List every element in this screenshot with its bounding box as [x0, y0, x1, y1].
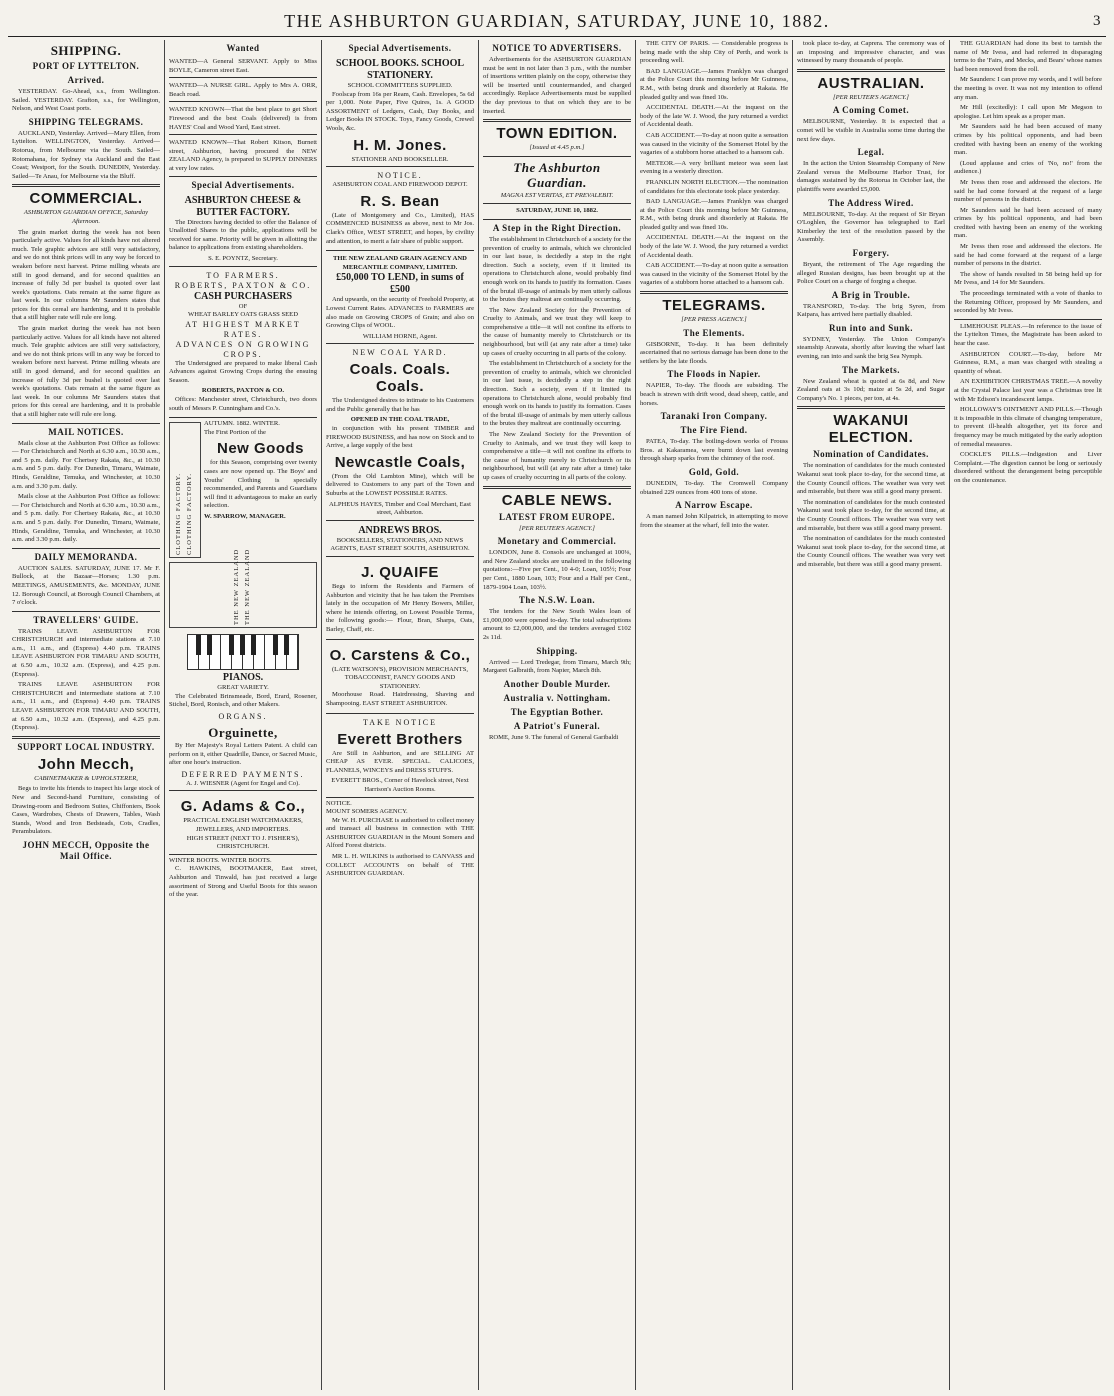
sparrow-name: W. SPARROW, MANAGER. — [204, 513, 286, 520]
comet-text: MELBOURNE, Yesterday. It is expected that a comet will be visible in Australia some time during the next few days. — [797, 118, 945, 143]
pianos-text: The Celebrated Brinsmeade, Bord, Erard, Rosener, Stichel, Bord, Ronisch, and other Makers. — [169, 692, 317, 709]
commercial-sub: ASHBURTON GUARDIAN OFFICE, Saturday Afternoon. — [23, 209, 149, 225]
andrews-title: ANDREWS BROS. — [358, 524, 442, 536]
funeral-heading: A Patriot's Funeral. — [513, 720, 601, 731]
accident-text-2: ACCIDENTAL DEATH.—At the inquest on the body of the late W. J. Wood, the jury returned a verdict of Accidental death. — [640, 234, 788, 259]
everett-ad — [326, 716, 474, 798]
funeral-text: ROME, June 9. The funeral of General Garibaldi — [489, 733, 619, 741]
pianos-ad — [169, 630, 317, 791]
forgery-heading: Forgery. — [852, 247, 890, 258]
cheese-title: ASHBURTON CHEESE & BUTTER FACTORY. — [184, 194, 302, 218]
coals-title: Coals. Coals. Coals. — [349, 361, 451, 396]
masthead — [8, 6, 1106, 37]
fire-heading: The Fire Fiend. — [680, 425, 748, 436]
quaife-ad — [326, 559, 474, 640]
mail-text: Mails close at the Ashburton Post Office as follows:— For Christchurch and North at 6.30 a.m., 10.30 a.m., and 5 p.m. daily. For Chertsey Rakaia, &c., at 10.30 a.m. and 5 p.m. daily. For Dunedin, Timaru, Waimate, Hinds, Geraldine, Temuka, and Winchester, at 10.30 a.m. and 3.30 p.m. daily. — [12, 439, 160, 490]
newspaper-page — [8, 6, 1106, 1390]
speech-text-3: Mr Saunders said he had been accused of many crimes by his political opponents, and had been credited with having been an enemy of the working man. — [954, 123, 1102, 157]
wiesener-name: A. J. WIESNER (Agent for Engel and Co). — [186, 779, 300, 787]
lend-text: And upwards, on the security of Freehold Property, at Lowest Current Rates. ADVANCES to FARMERS are also made on Growing CROPS of Grain; and also on Growing Clips of WOOL. — [326, 296, 474, 330]
wanted-ad-3 — [169, 104, 317, 135]
mount-title: MOUNT SOMERS AGENCY. — [326, 808, 408, 816]
of-label: OF — [238, 302, 248, 310]
crops-list: WHEAT BARLEY OATS GRASS SEED — [188, 311, 298, 319]
commercial-text: The grain market during the week has not been particularly active. Values for all kinds have not altered much. Tele graphic advices are still very satisfactory, and we do not think prices will in any way be forced to weaken before next harvest. Prime milling wheats are still in good demand, and for second qualities an increase of fully 3d per bushel is quoted over last week's quotations. Oats remain at the same figure as last week. In our columns Mr Saunders states that prices for this cereal are hardening, and it is probable that a still higher rate will rule ere long. — [12, 228, 160, 322]
speech-text-2: Mr Hill (excitedly): I call upon Mr Megson to apologise. Let him speak as a proper man. — [954, 104, 1102, 120]
wanted-ad-1 — [169, 56, 317, 78]
escape-text: A man named John Kilpatrick, in attempting to move from the steamer at the wharf, fell into the water. — [640, 513, 788, 529]
proceedings-text: The proceedings terminated with a vote of thanks to the Returning Officer, proposed by Mr Saunders, and seconded by Mr Ivess. — [954, 290, 1102, 315]
notice-heading: NOTICE TO ADVERTISERS. — [492, 43, 622, 53]
wilkins-text: MR L. H. WILKINS is authorised to CANVASS and COLLECT ACCOUNTS on behalf of THE ASHBURTON GUARDIAN. — [326, 853, 474, 878]
telegrams-heading: SHIPPING TELEGRAMS. — [28, 116, 144, 127]
speech-text: Mr Saunders: I can prove my words, and I will before the meeting is over. It was not my intention to offend any man. — [954, 76, 1102, 101]
mail-text-2: Mails close at the Ashburton Post Office as follows:— For Christchurch and North at 6.30 a.m., 10.30 a.m., and 5 p.m. daily. For Chertsey Rakaia, &c., at 10.30 a.m. and 5 p.m. daily. For Dunedin, Timaru, Waimate, Hinds, Geraldine, Temuka, and Winchester, at 10.30 a.m. and 3.30 p.m. daily. — [12, 493, 160, 544]
notice-title: NOTICE. — [377, 171, 423, 181]
step-text-2: The New Zealand Society for the Prevention of Cruelty to Animals, and we trust they will keep to comprehensive a title—it will not confine its efforts to the cause of humanity merely to Christchurch or its neighbourhood, but will (at any rate after a time) take up cases of cruelty occurring in all parts of the colony. — [483, 306, 631, 357]
brig-heading: A Brig in Trouble. — [831, 289, 911, 300]
loan-heading: The N.S.W. Loan. — [518, 595, 596, 606]
jones-name: H. M. Jones. — [353, 136, 447, 154]
column-6 — [793, 40, 950, 1390]
accident-text: ACCIDENTAL DEATH.—At the inquest on the body of the late W. J. Wood, the jury returned a verdict of Accidental death. — [640, 104, 788, 129]
special-heading: Special Advertisements. — [191, 179, 295, 190]
school-title: SCHOOL BOOKS. SCHOOL STATIONERY. — [335, 58, 465, 81]
coals-ad — [326, 346, 474, 521]
memo-heading: DAILY MEMORANDA. — [34, 551, 138, 562]
shipping-text: Arrived — Lord Tredegar, from Timaru, March 9th; Margaret Galbraith, from Napier, March 8th. — [483, 658, 631, 675]
cheese-signature: S. E. POYNTZ, Secretary. — [208, 254, 278, 262]
adams-title: G. Adams & Co., — [180, 798, 306, 816]
intro-text: took place to-day, at Caprera. The ceremony was of an imposing and impressive character, and was witnessed by many thousands of people. — [797, 40, 945, 65]
floods-heading: The Floods in Napier. — [667, 369, 761, 380]
coals-text: The Undersigned desires to intimate to his Customers and the Public generally that he has — [326, 397, 474, 413]
lamb-text: LIMEHOUSE PLEAS.—In reference to the issue of the Lyttelton Times, the Magistrate has been asked to hear the case. — [954, 322, 1102, 347]
divider — [12, 736, 160, 739]
divider — [12, 548, 160, 549]
newgoods-title: New Goods — [216, 440, 304, 458]
speech-text-4: Mr Saunders said he had been accused of many crimes by his political opponents, and had been credited with having been an enemy of the working man. — [954, 206, 1102, 240]
gold-heading: Gold, Gold. — [688, 466, 740, 477]
market-title: AT HIGHEST MARKET RATES. — [185, 319, 301, 339]
adams-text: HIGH STREET (NEXT TO J. FISHER'S), CHRISTCHURCH. — [186, 834, 300, 851]
opened-text: in conjunction with his present TIMBER and FIREWOOD BUSINESS, and has now on Stock and to Arrive, a large supply of the best — [326, 425, 474, 450]
cable-sub: LATEST FROM EUROPE. — [499, 511, 615, 522]
clothing-strip — [169, 422, 201, 558]
news-text-2: BAD LANGUAGE.—James Franklyn was charged at the Police Court this morning before Mr Guinness, R.M., with being drunk and disorderly at Rakaia. He pleaded guilty and was fined 10s. — [640, 198, 788, 231]
fire-text: PATEA, To-day. The boiling-down works of Frouss Bros. at Kakaramea, were burnt down last evening through sharp sparks from the chimney of the roof. — [640, 438, 788, 463]
school-ad — [326, 56, 474, 167]
telegrams-heading: TELEGRAMS. — [662, 297, 766, 315]
clothing-label: CLOTHING FACTORY. — [186, 473, 193, 556]
markets-text: New Zealand wheat is quoted at 6s 8d, and New Zealand oats at 3s 10d; maize at 5s 2d, and Sugar Company's No. 1 pieces, per ton, at 4s. — [797, 377, 945, 402]
escape-heading: A Narrow Escape. — [675, 500, 753, 511]
clothing-ad — [169, 420, 317, 560]
step-text-4: The New Zealand Society for the Prevention of Cruelty to Animals, and we trust they will keep to comprehensive a title—it will not confine its efforts to the cause of humanity merely to Christchurch or its neighbourhood, but will (at any rate after a time) take up cases of cruelty occurring in all parts of the colony. — [483, 431, 631, 481]
first-portion: The First Portion of the — [204, 428, 266, 436]
column-7 — [950, 40, 1106, 1390]
floods-text: NAPIER, To-day. The floods are subsiding. The beach is strewn with drift wood, dead sheep, cattle, and horses. — [640, 382, 788, 407]
lend-title: £50,000 TO LEND, in sums of £500 — [336, 272, 464, 296]
money-heading: Monetary and Commercial. — [497, 536, 617, 547]
everett-name: Everett Brothers — [337, 730, 463, 748]
divider — [954, 319, 1102, 320]
travel-text: TRAINS LEAVE ASHBURTON FOR CHRISTCHURCH and intermediate stations at 7.10 a.m., 11 a.m., and (Express) 4.40 p.m. TRAINS LEAVE ASHBURTON FOR TIMARU AND SOUTH, at 6.50 a.m., 10.32 a.m. (Express), and 4.25 p.m. (Express). — [12, 627, 160, 678]
murder-heading: Another Double Murder. — [503, 678, 611, 689]
mail-heading: MAIL NOTICES. — [48, 426, 124, 437]
mecch-text: Begs to invite his friends to inspect his large stock of New and Second-hand Furniture, consisting of Drawing-room and Bedroom Suites, Chiffoniers, Book Cases, Wardrobes, Chests of Drawers, Tables, Wash Stands, Wood and Iron Bedsteads, Cots, Cradles, Perambulators. — [12, 785, 160, 836]
opened-title: OPENED IN THE COAL TRADE, — [350, 416, 450, 424]
arrived-heading: Arrived. — [67, 75, 105, 85]
bean-ad — [326, 169, 474, 251]
adams-sub: PRACTICAL ENGLISH WATCHMAKERS, JEWELLERS, AND IMPORTERS. — [183, 817, 303, 833]
divider — [483, 219, 631, 220]
divider — [483, 156, 631, 157]
mecch-footer: JOHN MECCH, Opposite the Mail Office. — [22, 839, 150, 861]
orguinette-title: Orguinette, — [208, 725, 278, 741]
organs-title: ORGANS. — [218, 712, 268, 722]
theft-text: ASHBURTON COURT.—To-day, before Mr Guinness, R.M., a man was charged with stealing a quantity of wheat. — [954, 350, 1102, 375]
advances-title: ADVANCES ON GROWING CROPS. — [175, 339, 311, 359]
deferred-title: DEFERRED PAYMENTS. — [181, 769, 305, 779]
step-text-3: The establishment in Christchurch of a society for the prevention of cruelty to animals, which we chronicled in our last issue, is decidedly a step in the right direction. Such a society, even if it limited its operations to Christchurch alone, would probably find enough work on its hands to justify its formation. Cases of the brutal ill-usage of animals by men utterly callous to the brutes they maltreat are continually occurring. — [483, 360, 631, 428]
ivess-text: Mr Ivess then rose and addressed the electors. He said he had come forward at the request of a large number of persons in the district. — [954, 178, 1102, 204]
horne-name: WILLIAM HORNE, Agent. — [362, 332, 438, 340]
lend-ad — [326, 253, 474, 344]
cheese-text: The Directors having decided to offer the Balance of Unallotted Shares to the public, applications will be received for same. Priority will be given in allotting the balance to applications from existing shareholders. — [169, 218, 317, 252]
memo-text: AUCTION SALES. SATURDAY, JUNE 17. Mr F. Bullock, at the Bazaar—Horses; 1.30 p.m. MEETINGS, AMUSEMENTS, &c. MONDAY, JUNE 12. Borough Council, at Borough Council Chambers, at 7 o'clock. — [12, 564, 160, 607]
forgery-text: Bryant, the retirement of The Age regarding the alleged Russian designs, has been brought up at the Police Court on a charge of forging a cheque. — [797, 260, 945, 286]
wanted-ad-text: WANTED—A NURSE GIRL. Apply to Mrs A. ORR, Beach road. — [169, 82, 317, 98]
notice-text: Advertisements for the ASHBURTON GUARDIAN must be sent in not later than 3 p.m., with the number of insertions written plainly on the copy, otherwise they will be inserted until countermanded, and charged accordingly. Replace Advertisements must be supplied the day previous to that on which they are to be inserted. — [483, 56, 631, 115]
comet-heading: A Coming Comet. — [832, 105, 910, 116]
bean-text: (Late of Montgomery and Co., Limited), HAS COMMENCED BUSINESS as above, next to Mr Jos. Clark's Office, WEST STREET, and hopes, by civility and attention, to merit a fair share of public support. — [326, 211, 474, 245]
show-text: The show of hands resulted in 58 being held up for Mr Ivess, and 14 for Mr Saunders. — [954, 270, 1102, 287]
xmas-text: AN EXHIBITION CHRISTMAS TREE.—A novelty at the Crystal Palace last year was a Christmas tree lit with Mr Edison's incandescent lamps. — [954, 378, 1102, 403]
boots-text: C. HAWKINS, BOOTMAKER, East street, Ashburton and Tinwald, has just received a large assortment of Strong and Useful Boots for this season of the year. — [169, 865, 317, 899]
page-number: 3 — [1093, 13, 1102, 29]
paper-title: The Ashburton Guardian. — [513, 159, 601, 190]
school-sub: SCHOOL COMMITTEES SUPPLIED. — [347, 82, 453, 89]
clothing-label: CLOTHING FACTORY. — [175, 473, 183, 556]
mecch-name: John Mecch, — [37, 755, 135, 773]
coal-title: ASHBURTON COAL AND FIREWOOD DEPOT. — [332, 181, 468, 189]
nz-strip — [169, 548, 317, 628]
travel-heading: TRAVELLERS' GUIDE. — [33, 614, 139, 625]
roberts-name: ROBERTS, PAXTON & CO. — [174, 280, 312, 290]
quaife-text: Begs to inform the Residents and Farmers of Ashburton and vicinity that he has taken the Premises lately in the occupation of Mr Henry Bowers, Miller, where he intends offering, on Lowest Possible Terms, the following goods:— Flour, Bran, Sharps, Oats, Barley, Chaff, etc. — [326, 583, 474, 633]
cable-agency: [PER REUTER'S AGENCY.] — [519, 524, 595, 532]
andrews-ad — [326, 523, 474, 557]
wanted-ad-text: WANTED KNOWN—That the best place to get Short Firewood and the best Coals (delivered) is from HAYES' Coal and Wood Yard, East street. — [169, 106, 317, 131]
taranaki-heading: Taranaki Iron Company. — [660, 411, 768, 422]
shipping-heading: Shipping. — [536, 645, 578, 656]
cricket-heading: Australia v. Nottingham. — [503, 692, 611, 703]
everett-footer: EVERETT BROS., Corner of Havelock street, Next Harrison's Auction Rooms. — [331, 777, 469, 793]
commercial-heading: COMMERCIAL. — [29, 190, 143, 208]
elements-heading: The Elements. — [683, 327, 745, 338]
column-5 — [636, 40, 793, 1390]
address-heading: The Address Wired. — [828, 197, 914, 208]
support-heading: SUPPORT LOCAL INDUSTRY. — [17, 741, 155, 752]
pianos-sub: GREAT VARIETY. — [217, 684, 269, 692]
offices-text: Offices: Manchester street, Christchurch, two doors south of Messrs P. Cunningham and Co.'s. — [169, 396, 317, 412]
news-text: BAD LANGUAGE.—James Franklyn was charged at the Police Court this morning before Mr Guinness, R.M., with being drunk and disorderly at Rakaia. He pleaded guilty and was fined 10s. — [640, 67, 788, 101]
cab-text-2: CAB ACCIDENT.—To-day at noon quite a sensation was caused in the vicinity of the Somerset Hotel by the vagaries of a stubborn horse attached to a hansom cab. — [640, 262, 788, 287]
newgoods-text: for this Season, comprising over twenty cases are now opened up. The Boys' and Youths' Clothing is specially recommended, and Parents and Guardians will find it advantageous to make an early selection. — [204, 459, 317, 510]
school-text: Foolscap from 16s per Ream, Cash. Envelopes, 5s 6d per 1,000. Note Paper, Five Quires, 1s. A GOOD ASSORTMENT of Ledgers, Cash, Day Books, and Ledger Books IN STOCK. Toys, Fancy Goods, Crewel Wools, &c. — [326, 90, 474, 132]
telegrams-sub: [PER PRESS AGENCY.] — [681, 316, 747, 324]
loan-text: The tenders for the New South Wales loan of £1,000,000 were opened to-day. The total subscriptions amount to £2,000,000, and the tenders averaged £102 2s 11d. — [483, 608, 631, 641]
mecch-sub: CABINETMAKER & UPHOLSTERER, — [34, 774, 138, 782]
columns — [8, 40, 1106, 1390]
autumn-title: AUTUMN. 1882. WINTER. — [204, 420, 280, 428]
gold-text: DUNEDIN, To-day. The Cromwell Company obtained 229 ounces from 400 tons of stone. — [640, 479, 788, 496]
paper-motto: MAGNA EST VERITAS, ET PREVALEBIT. — [500, 191, 614, 199]
wanted-ad-2 — [169, 80, 317, 102]
legal-heading: Legal. — [857, 147, 885, 158]
column-1 — [8, 40, 165, 1390]
masthead-title: THE ASHBURTON GUARDIAN, SATURDAY, JUNE 10, 1882. — [284, 11, 830, 31]
divider — [640, 291, 788, 294]
australian-sub: [PER REUTER'S AGENCY.] — [833, 93, 909, 101]
divider — [483, 486, 631, 489]
carstens-ad — [326, 642, 474, 714]
nomination-text-3: The nomination of candidates for the much contested Wakanui seat took place to-day, for the second time, at the County Council offices. The weather was very wet and miserable, but there was still a good many present. — [797, 535, 945, 568]
carstens-text: Moorhouse Road. Hairdressing, Shaving and Shampooing. EAST STREET ASHBURTON. — [326, 691, 474, 707]
roberts-ad — [169, 269, 317, 419]
carstens-name: O. Carstens & Co., — [329, 646, 471, 664]
divider — [12, 184, 160, 187]
carstens-sub: (LATE WATSON'S), PROVISION MERCHANTS, TOBACCONIST, FANCY GOODS AND STATIONERY. — [331, 665, 469, 690]
newcastle-title: Newcastle Coals, — [334, 453, 466, 471]
step-text: The establishment in Christchurch of a society for the prevention of cruelty to animals, which we chronicled in our last issue, is decidedly a step in the right direction. Such a society, even if it limited its operations to Christchurch alone, would probably find enough work on its hands to justify its formation. Cases of the brutal ill-usage of animals by men utterly callous to the brutes they maltreat are continually occurring. — [483, 235, 631, 304]
intro-text: THE CITY OF PARIS. — Considerable progress is being made with the ship City of Perth, and work is proceeding well. — [640, 40, 788, 65]
orguinette-text: By Her Majesty's Royal Letters Patent. A child can perform on it, either Quadrille, Dance, or Sacred Music, after one hour's instruction. — [169, 742, 317, 767]
money-text: LONDON, June 8. Consols are unchanged at 100⅛, and New Zealand stocks are unaltered in the following quotations:—Five per Cent., 10 4-0; Loan, 105½; Four per Cent., 1880 Loan, 103; Four and a Half per Cent., 1879-1904 Loan, 103½. — [483, 549, 631, 591]
wanted-ad-text: WANTED—A General SERVANT. Apply to Miss BOYLE, Cameron street East. — [169, 58, 317, 74]
elements-text: GISBORNE, To-day. It has been definitely ascertained that no serious damage has been done to the settlers by the late floods. — [640, 340, 788, 365]
bean-name: R. S. Bean — [360, 192, 440, 210]
nomination-text: The nomination of candidates for the much contested Wakanui seat took place to-day, for the second time, at the County Council offices. The weather was very wet and miserable, but there was still a good many present. — [797, 462, 945, 496]
run-text: SYDNEY, Yesterday. The Union Company's steamship Arawata, shortly after leaving the wharf last evening, ran into and sank the brig Sea Nymph. — [797, 335, 945, 361]
divider — [797, 69, 945, 72]
step-heading: A Step in the Right Direction. — [492, 222, 622, 233]
travel-text-2: TRAINS LEAVE ASHBURTON FOR CHRISTCHURCH and intermediate stations at 7.10 a.m., 11 a.m., and (Express) 4.40 p.m. TRAINS LEAVE ASHBURTON FOR TIMARU AND SOUTH, at 6.50 a.m., 10.32 a.m. (Express), and 4.25 p.m. (Express). — [12, 681, 160, 732]
egypt-heading: The Egyptian Bother. — [510, 706, 604, 717]
notice2-title: NOTICE. — [326, 799, 352, 807]
nz-label: THE NEW ZEALAND — [233, 548, 241, 626]
newcastle-text: (From the Old Lambton Mine), which will be delivered to Customers to any part of the Town and Suburbs at the LOWEST POSSIBLE RATES. — [326, 472, 474, 498]
nomination-text-2: The nomination of candidates for the much contested Wakanui seat took place to-day, for the second time, at the County Council offices. The weather was very wet and miserable, but there was still a good many present. — [797, 498, 945, 532]
takenotice-title: TAKE NOTICE — [362, 717, 437, 727]
column-3 — [322, 40, 479, 1390]
boots-title: WINTER BOOTS. WINTER BOOTS. — [169, 856, 272, 864]
shipping-heading: SHIPPING. — [50, 43, 122, 58]
run-heading: Run into and Sunk. — [828, 322, 914, 333]
wanted-ad-4 — [169, 137, 317, 176]
advances-text: The Undersigned are prepared to make liberal Cash Advances against Growing Crops during the ensuing Season. — [169, 359, 317, 384]
quaife-name: J. QUAIFE — [361, 564, 439, 581]
australian-heading: AUSTRALIAN. — [817, 74, 925, 92]
cockle-text: COCKLE'S PILLS.—Indigestion and Liver Complaint.—The digestion cannot be long or seriously disordered without the derangement being perceptible on the countenance. — [954, 451, 1102, 484]
wakanui-heading: WAKANUI ELECTION. — [828, 412, 914, 447]
jones-sub: STATIONER AND BOOKSELLER. — [351, 155, 449, 163]
andrews-sub: BOOKSELLERS, STATIONERS, AND NEWS AGENTS, EAST STREET SOUTH, ASHBURTON. — [330, 536, 470, 553]
newcoal-title: NEW COAL YARD. — [352, 348, 448, 358]
roberts-name-2: ROBERTS, PAXTON & CO. — [201, 387, 285, 395]
wanted-heading: Wanted — [226, 43, 260, 53]
markets-heading: The Markets. — [842, 364, 900, 375]
special-heading: Special Advertisements. — [348, 43, 452, 53]
hayes-name: ALPHEUS HAYES, Timber and Coal Merchant, East street, Ashburton. — [329, 500, 471, 517]
address-text: MELBOURNE, To-day. At the request of Sir Bryan O'Loghlen, the Governor has telegraphed to Earl Kimberley the text of the resolution passed by the Assembly. — [797, 210, 945, 244]
arrived-text: YESTERDAY. Go-Ahead, s.s., from Wellington. Sailed. YESTERDAY. Grafton, s.s., for Wellington, Nelson, and West Coast ports. — [12, 88, 160, 113]
holloway-text: HOLLOWAY'S OINTMENT AND PILLS.—Though it is impossible in this climate of changing temperature, to prevent ill-health altogether, yet its force and frequency may be much mitigated by the early adoption of remedial measures. — [954, 406, 1102, 448]
franklin-text: FRANKLIN NORTH ELECTION.—The nomination of candidates for this electorate took place yesterday. — [640, 178, 788, 195]
watchmakers-ad — [169, 793, 317, 854]
cable-heading: CABLE NEWS. — [501, 491, 613, 509]
divider — [797, 406, 945, 409]
cab-text: CAB ACCIDENT.—To-day at noon quite a sensation was caused in the vicinity of the Somerset Hotel by the vagaries of a stubborn horse attached to a hansom cab. — [640, 131, 788, 157]
paper-date: SATURDAY, JUNE 10, 1882. — [516, 207, 598, 215]
town-edition-sub: [Issued at 4.45 p.m.] — [529, 144, 585, 152]
brig-text: TRANSFORD, To-day. The brig Syren, from Kaipara, has arrived here partially disabled. — [797, 302, 945, 319]
town-edition-heading: TOWN EDITION. — [496, 125, 618, 143]
telegrams-text: AUCKLAND, Yesterday. Arrived—Mary Ellen, from Lyttelton. WELLINGTON, Yesterday. Arrived—Rotorua, from Melbourne via the South. Sailed—Rotomahana, for Sydney via Auckland and the East Coast; Westport, for the South. DUNEDIN, Yesterday. Sailed—Te Anau, for Melbourne via the Bluff. — [12, 129, 160, 180]
wanted-ad-text: WANTED KNOWN—That Robert Kitson, Burnett street, Ashburton, having procured the NEW ZEALAND Agency, is prepared to SUPPLY DINNERS at very low rates. — [169, 139, 317, 172]
mount-text: Mr W. H. PURCHASE is authorised to collect money and transact all business in connection with THE ASHBURTON GUARDIAN in the Mount Somers and Alford Forest districts. — [326, 816, 474, 850]
divider — [483, 203, 631, 204]
divider — [12, 423, 160, 424]
column-2 — [165, 40, 322, 1390]
port-heading: PORT OF LYTTELTON. — [32, 61, 140, 71]
piano-keys-icon — [187, 634, 299, 670]
nz-label: THE NEW ZEALAND — [244, 548, 251, 626]
divider — [12, 611, 160, 612]
interruption-text: (Loud applause and cries of 'No, no!' from the audience.) — [954, 159, 1102, 176]
everett-text: Are Still in Ashburton, and are SELLING AT CHEAP AS EVER. SPECIAL. CALICOES, FLANNELS, WINCEYS and DRESS STUFFS. — [326, 749, 474, 774]
ivess-text-2: Mr Ivess then rose and addressed the electors. He said he had come forward at the request of a large number of persons in the district. — [954, 243, 1102, 268]
nzgrain-title: THE NEW ZEALAND GRAIN AGENCY AND MERCANTILE COMPANY, LIMITED. — [333, 255, 467, 271]
divider — [483, 119, 631, 122]
column-4 — [479, 40, 636, 1390]
pianos-title: PIANOS. — [222, 672, 264, 684]
cash-title: CASH PURCHASERS — [193, 290, 293, 302]
farmers-title: TO FARMERS. — [206, 270, 280, 280]
legal-text: In the action the Union Steamship Company of New Zealand versus the Melbourne Harbor Trust, for damages sustained by the Rotorua in October last, the plaintiffs were awarded £5,000. — [797, 160, 945, 193]
intro-text: THE GUARDIAN had done its best to tarnish the name of Mr Ivess, and had referred in disparaging terms to the 'Fairs, and Mecks, and Bears' whose names had been removed from the roll. — [954, 40, 1102, 73]
cheese-ad — [169, 193, 317, 267]
nomination-heading: Nomination of Candidates. — [813, 449, 929, 460]
meteor-text: METEOR.—A very brilliant meteor was seen last evening in a westerly direction. — [640, 159, 788, 176]
commercial-text-2: The grain market during the week has not been particularly active. Values for all kinds have not altered much. Tele graphic advices are still very satisfactory, and we do not think prices will in any way be forced to weaken before next harvest. Prime milling wheats are still in good demand, and for second qualities an increase of fully 3d per bushel is quoted over last week's quotations. Oats remain at the same figure as last week. In our columns Mr Saunders states that prices for this cereal are hardening, and it is probable that a still higher rate will rule ere long. — [12, 325, 160, 418]
